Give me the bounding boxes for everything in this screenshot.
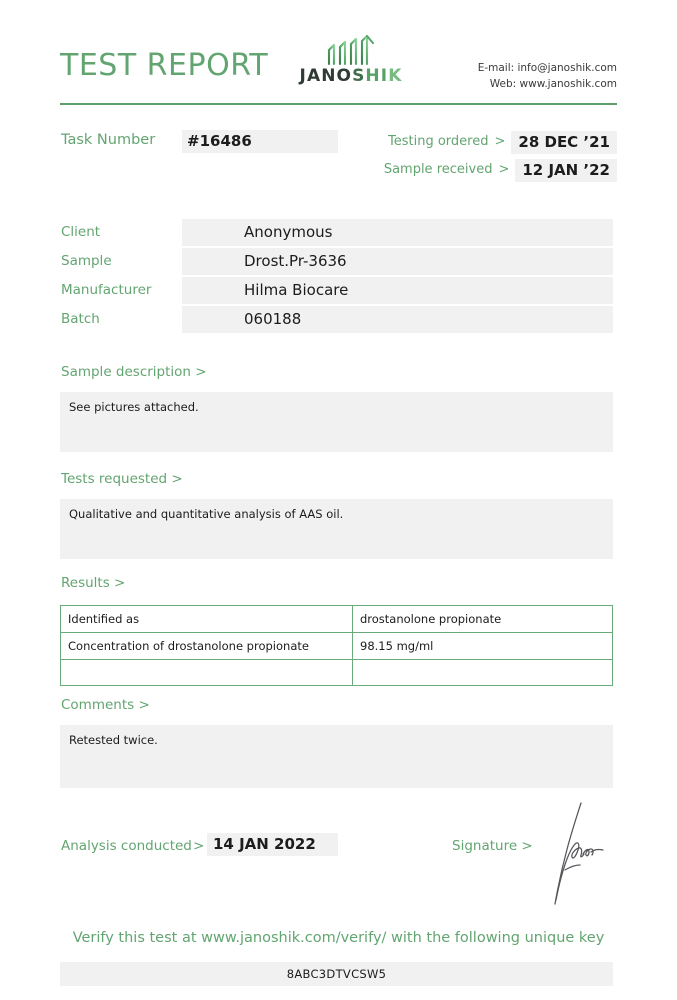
header-divider: [60, 103, 617, 105]
testing-ordered-row: [380, 131, 617, 159]
verify-instructions: Verify this test at www.janoshik.com/verify/ with the following unique key: [72, 930, 605, 946]
results-table: [60, 605, 613, 686]
batch-label: Batch: [61, 311, 100, 327]
table-row: [61, 660, 613, 686]
logo-word-part3: HI: [365, 66, 389, 86]
result-value-concentration: 98.15 mg/ml: [353, 633, 613, 660]
info-row-client: [60, 219, 613, 247]
handwritten-signature-icon: [537, 800, 609, 910]
manufacturer-label: Manufacturer: [61, 282, 152, 298]
tests-requested-heading: Tests requested >: [61, 471, 183, 487]
manufacturer-value: Hilma Biocare: [182, 277, 613, 304]
info-row-batch: [60, 306, 613, 334]
table-row: [61, 633, 613, 660]
sample-received-label: Sample received: [383, 162, 493, 177]
signature-label: Signature >: [452, 838, 533, 854]
testing-ordered-value: 28 DEC ’21: [511, 131, 617, 154]
contact-info: [478, 60, 617, 93]
result-label-identified-as: Identified as: [61, 606, 353, 633]
logo-word-part4: K: [388, 66, 403, 86]
contact-email: E-mail: info@janoshik.com: [477, 62, 617, 74]
analysis-conducted-value: 14 JAN 2022: [207, 833, 338, 856]
company-logo: [292, 34, 410, 85]
batch-value: 060188: [182, 306, 613, 333]
sample-received-row: [380, 159, 617, 187]
sample-received-value: 12 JAN ’22: [515, 159, 617, 182]
table-row: [61, 606, 613, 633]
sample-info-fields: [60, 219, 613, 335]
task-number-value: #16486: [182, 130, 338, 153]
sample-value: Drost.Pr-3636: [182, 248, 613, 275]
verify-unique-key: 8ABC3DTVCSW5: [60, 962, 613, 986]
sample-label: Sample: [61, 253, 112, 269]
testing-ordered-separator: >: [494, 134, 506, 149]
result-label-empty: [61, 660, 353, 686]
sample-received-separator: >: [498, 162, 510, 177]
page-title: TEST REPORT: [60, 48, 269, 83]
info-row-manufacturer: [60, 277, 613, 305]
contact-web: Web: www.janoshik.com: [489, 78, 617, 91]
sample-description-box: [60, 392, 613, 452]
logo-word-part2: S: [352, 66, 366, 86]
result-label-concentration: Concentration of drostanolone propionate: [61, 633, 353, 660]
sample-description-text: See pictures attached.: [69, 400, 199, 414]
comments-box: [60, 725, 613, 788]
testing-ordered-label: Testing ordered: [388, 134, 489, 149]
bar-chart-logo-icon: [321, 34, 381, 66]
date-fields: [380, 131, 617, 187]
client-value: Anonymous: [182, 219, 613, 246]
results-heading: Results >: [61, 575, 126, 591]
report-header: [60, 34, 617, 98]
logo-word-part1: JANO: [299, 66, 353, 86]
info-row-sample: [60, 248, 613, 276]
result-value-empty: [353, 660, 613, 686]
tests-requested-box: [60, 499, 613, 559]
comments-heading: Comments >: [61, 697, 150, 713]
analysis-conducted-label: Analysis conducted: [61, 838, 192, 854]
logo-wordmark: [292, 68, 410, 85]
task-number-label: Task Number: [61, 132, 156, 148]
sample-description-heading: Sample description >: [61, 364, 207, 380]
result-value-identified-as: drostanolone propionate: [353, 606, 613, 633]
client-label: Client: [61, 224, 101, 240]
comments-text: Retested twice.: [69, 733, 158, 747]
analysis-conducted-separator: >: [193, 838, 205, 854]
tests-requested-text: Qualitative and quantitative analysis of AAS oil.: [69, 507, 344, 521]
